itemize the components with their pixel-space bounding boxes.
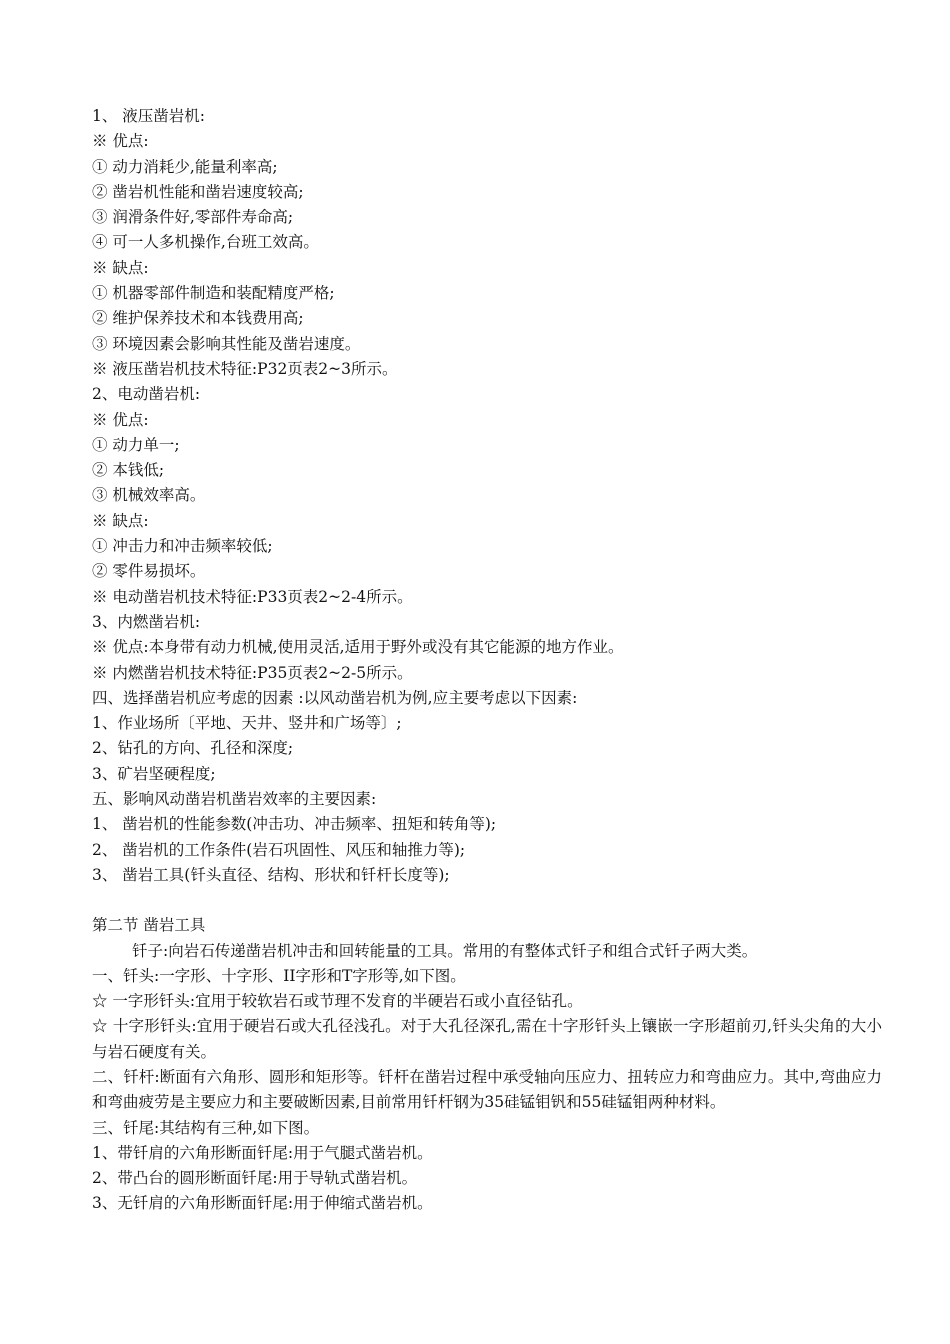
list-item: ① 机器零部件制造和装配精度严格; bbox=[92, 284, 335, 303]
list-item: ③ 润滑条件好,零部件寿命高; bbox=[92, 208, 294, 227]
advantages-label: ※ 优点: bbox=[92, 410, 149, 429]
selection-factors-heading: 四、选择凿岩机应考虑的因素 :以风动凿岩机为例,应主要考虑以下因素: bbox=[92, 688, 578, 707]
list-item: ① 动力消耗少,能量利率高; bbox=[92, 157, 278, 176]
list-item: 2、 凿岩机的工作条件(岩石巩固性、风压和轴推力等); bbox=[92, 840, 466, 859]
chisel-bit-item: ☆ 一字形钎头:宜用于较软岩石或节理不发育的半硬岩石或小直径钻孔。 bbox=[92, 992, 583, 1011]
disadvantages-label: ※ 缺点: bbox=[92, 511, 149, 530]
drill-rod-paragraph: 二、钎杆:断面有六角形、圆形和矩形等。钎杆在凿岩过程中承受轴向压应力、扭转应力和弯曲应力。其中,弯曲应力和弯曲疲劳是主要应力和主要破断因素,目前常用钎杆钢为35硅锰钼钒和55硅锰钼两种材料。 bbox=[92, 1067, 882, 1112]
list-item: 2、带凸台的圆形断面钎尾:用于导轨式凿岩机。 bbox=[92, 1169, 418, 1188]
list-item: ① 动力单一; bbox=[92, 435, 180, 454]
section-spacer bbox=[92, 888, 882, 913]
cross-bit-item: ☆ 十字形钎头:宜用于硬岩石或大孔径浅孔。对于大孔径深孔,需在十字形钎头上镶嵌一字形超前刃,钎头尖角的大小与岩石硬度有关。 bbox=[92, 1017, 882, 1061]
rock-drill-types-section bbox=[92, 104, 882, 888]
list-item: ② 零件易损坏。 bbox=[92, 562, 206, 581]
list-item: ③ 机械效率高。 bbox=[92, 486, 206, 505]
combustion-drill-heading: 3、内燃凿岩机: bbox=[92, 612, 201, 631]
list-item: 3、无钎肩的六角形断面钎尾:用于伸缩式凿岩机。 bbox=[92, 1194, 433, 1213]
advantages-label: ※ 优点: bbox=[92, 132, 149, 151]
shank-heading: 三、钎尾:其结构有三种,如下图。 bbox=[92, 1118, 320, 1137]
electric-drill-heading: 2、电动凿岩机: bbox=[92, 385, 201, 404]
disadvantages-label: ※ 缺点: bbox=[92, 258, 149, 277]
list-item: 3、矿岩坚硬程度; bbox=[92, 764, 216, 783]
list-item: 1、 凿岩机的性能参数(冲击功、冲击频率、扭矩和转角等); bbox=[92, 815, 497, 834]
list-item: 1、带钎肩的六角形断面钎尾:用于气腿式凿岩机。 bbox=[92, 1143, 433, 1162]
list-item: ① 冲击力和冲击频率较低; bbox=[92, 537, 273, 556]
list-item: ④ 可一人多机操作,台班工效高。 bbox=[92, 233, 319, 252]
list-item: ② 本钱低; bbox=[92, 461, 165, 480]
drill-bit-heading: 一、钎头:一字形、十字形、II字形和T字形等,如下图。 bbox=[92, 966, 466, 985]
document-page bbox=[92, 104, 882, 1217]
hydraulic-drill-heading: 1、 液压凿岩机: bbox=[92, 107, 206, 125]
list-item: ※ 优点:本身带有动力机械,使用灵活,适用于野外或没有其它能源的地方作业。 bbox=[92, 638, 624, 657]
tech-spec-note: ※ 内燃凿岩机技术特征:P35页表2~2-5所示。 bbox=[92, 663, 413, 682]
list-item: ② 维护保养技术和本钱费用高; bbox=[92, 309, 304, 328]
section-heading: 第二节 凿岩工具 bbox=[92, 916, 206, 935]
drilling-tools-section bbox=[92, 913, 882, 1217]
list-item: 1、作业场所〔平地、天井、竖井和广场等〕; bbox=[92, 714, 402, 733]
tech-spec-note: ※ 液压凿岩机技术特征:P32页表2~3所示。 bbox=[92, 359, 398, 378]
list-item: ② 凿岩机性能和凿岩速度较高; bbox=[92, 182, 304, 201]
list-item: 3、 凿岩工具(钎头直径、结构、形状和钎杆长度等); bbox=[92, 865, 450, 884]
list-item: 2、钻孔的方向、孔径和深度; bbox=[92, 739, 294, 758]
efficiency-factors-heading: 五、影响风动凿岩机凿岩效率的主要因素: bbox=[92, 790, 377, 809]
list-item: ③ 环境因素会影响其性能及凿岩速度。 bbox=[92, 334, 361, 353]
drill-steel-intro: 钎子:向岩石传递凿岩机冲击和回转能量的工具。常用的有整体式钎子和组合式钎子两大类。 bbox=[132, 941, 758, 960]
tech-spec-note: ※ 电动凿岩机技术特征:P33页表2~2-4所示。 bbox=[92, 587, 413, 606]
